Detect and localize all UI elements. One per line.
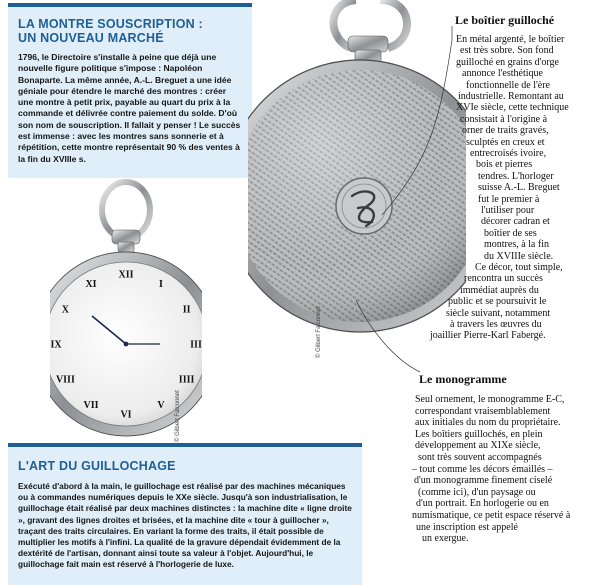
boitier-line: du XVIIIe siècle. (484, 250, 554, 262)
boitier-line: tendres. L'horloger (478, 170, 554, 182)
boitier-line: décorer cadran et (481, 216, 550, 228)
dial-numeral: VIII (55, 374, 75, 386)
souscription-title-line1: LA MONTRE SOUSCRIPTION : (18, 17, 203, 31)
boitier-line: l'utiliser pour (481, 205, 535, 216)
dial-numeral: II (182, 304, 191, 316)
guillochage-title: L'ART DU GUILLOCHAGE (18, 459, 176, 473)
dial-numeral: X (61, 304, 70, 316)
monogramme-line: (comme ici), d'un paysage ou (418, 486, 536, 498)
dial-numeral: I (159, 278, 163, 290)
monogramme-line: numismatique, ce petit espace réservé à (412, 510, 571, 521)
dial-numeral: III (190, 339, 202, 351)
boitier-line: Ce décor, tout simple, (475, 262, 563, 273)
monogramme-line: correspondant vraisemblablement (415, 405, 551, 417)
boitier-line: public et se poursuivit le (448, 296, 547, 308)
dial-numeral: XI (85, 278, 97, 290)
boitier-line: annonce l'esthétique (462, 68, 543, 80)
monogramme-line: d'un portrait. En horlogerie ou en (416, 498, 549, 510)
boitier-line: industrielle. Remontant au (458, 91, 564, 102)
monogramme-title: Le monogramme (419, 372, 507, 386)
boitier-line: boîtier de ses (484, 227, 537, 239)
dial-numeral: XII (118, 269, 134, 281)
boitier-line: consistait à l'origine à (460, 113, 548, 125)
boitier-line: rencontra un succès (464, 273, 543, 285)
callout-boitier (382, 26, 452, 215)
photo-credit-front: © Gilbert Falconnet (175, 390, 181, 442)
boitier-line: fut le premier à (478, 193, 540, 205)
monogramme-line: Les boîtiers guillochés, en plein (415, 428, 543, 440)
monogramme-line: sont très souvent accompagnés (418, 452, 542, 463)
boitier-line: siècle suivant, notamment (446, 307, 551, 319)
boitier-line: immédiat auprès du (460, 284, 539, 296)
dial-numeral: IIII (178, 374, 195, 386)
souscription-paragraph: 1796, le Directoire s'installe à peine que déjà une nouvelle figure politique s'impose : Napoléon Bonaparte. La même année, A.-L. Breguet a une idée géniale pour étendre le marché des montres : créer une montre à petit prix, payable au quart du prix à la commande et délivrée contre paiement du solde. D'où son nom de souscription. Il fallait y penser ! Le succès est immense : avec les montres sans sonnerie et à répétition, cette montre représentait 90 % des ventes à la fin du XVIIIe s. (18, 52, 241, 164)
boitier-line: XVIe siècle, cette technique (456, 102, 569, 114)
boitier-title: Le boîtier guilloché (455, 13, 555, 27)
monogramme-line: Seul ornement, le monogramme E-C, (415, 394, 565, 405)
monogramme-line: une inscription est appelé (416, 521, 518, 533)
souscription-title-line2: UN NOUVEAU MARCHÉ (18, 31, 164, 45)
boitier-line: fonctionnelle de l'ère (466, 79, 550, 91)
monogramme-line: aux initiales du nom du propriétaire. (415, 417, 561, 429)
dial-numeral: VII (83, 400, 99, 412)
dial-numeral: V (157, 400, 165, 412)
monogramme-line: développement au XIXe siècle, (415, 440, 541, 452)
boitier-line: guilloché en grains d'orge (456, 56, 559, 68)
monogramme-line: d'un monogramme finement ciselé (414, 475, 553, 487)
guillochage-paragraph: Exécuté d'abord à la main, le guillochage est réalisé par des machines mécaniques ou à commandes numériques depuis le XXe siècle. Jusqu'à son industrialisation, le guillochage était réalisé par deux machines distinctes : la machine dite « ligne droite », gravant des lignes droites et brisées, et la machine dite « tour à guillocher », traçant des traits circulaires. En variant la forme des traits, il était possible de multiplier les motifs à l'infini. La qualité de la gravure dépendait évidemment de la dextérité de l'artisan, donnant ainsi toute sa valeur à l'objet. Aujourd'hui, le guillochage fait main est réservé à l'horlogerie de luxe. (18, 481, 352, 570)
monogramme-line: – tout comme les décors émaillés – (412, 463, 553, 475)
monogramme-line: un exergue. (422, 533, 469, 545)
boitier-line: à travers les œuvres du (450, 319, 542, 330)
boitier-line: orner de traits gravés, (462, 125, 549, 137)
boitier-line: entrecroisés ivoire, (470, 148, 547, 159)
guillochage-box (8, 443, 362, 585)
callout-monogramme (356, 300, 420, 372)
boitier-line: montres, à la fin (484, 239, 549, 251)
boitier-line: bois et pierres (476, 159, 533, 171)
dial-numeral: VI (120, 409, 132, 421)
boitier-line: est très sobre. Son fond (460, 45, 554, 57)
boitier-line: En métal argenté, le boîtier (456, 34, 565, 45)
boitier-line: sculptés en creux et (466, 136, 545, 148)
dial-numeral: IX (50, 339, 62, 351)
photo-credit-back: © Gilbert Falconnet (316, 306, 322, 358)
boitier-line: joaillier Pierre-Karl Fabergé. (430, 330, 546, 342)
boitier-line: suisse A.-L. Breguet (478, 182, 560, 194)
